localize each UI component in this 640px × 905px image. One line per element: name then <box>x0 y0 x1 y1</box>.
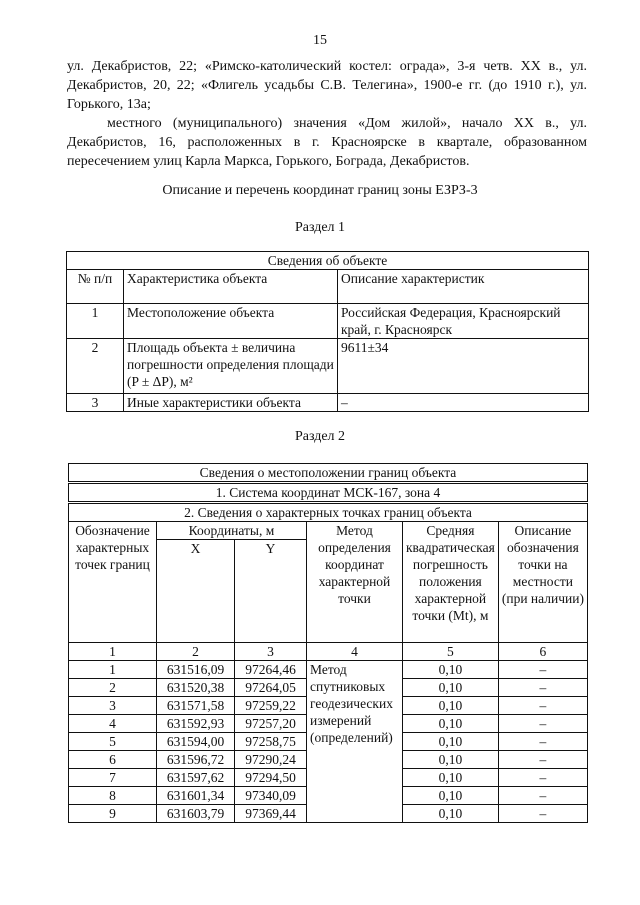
point-number: 3 <box>69 697 157 715</box>
boundary-points-table <box>68 463 588 823</box>
paragraph-2-text: местного (муниципального) значения «Дом жилой», начало XX в., ул. Декабристов, 16, расположенных в г. Красноярске в квартале, образованном пересечением улиц Карла Маркса, Горького, Бограда, Декабристов. <box>67 116 587 169</box>
coord-y: 97294,50 <box>235 769 307 787</box>
table1-row-name: Местоположение объекта <box>124 304 338 339</box>
table1-row-value: Российская Федерация, Красноярский край, г. Красноярск <box>338 304 589 339</box>
coord-x: 631603,79 <box>157 805 235 823</box>
coord-y: 97290,24 <box>235 751 307 769</box>
coord-x: 631594,00 <box>157 733 235 751</box>
coord-y: 97264,05 <box>235 679 307 697</box>
coord-y: 97257,20 <box>235 715 307 733</box>
table1-header-num: № п/п <box>67 270 124 304</box>
error-value: 0,10 <box>403 715 499 733</box>
coord-x: 631601,34 <box>157 787 235 805</box>
coord-x: 631571,58 <box>157 697 235 715</box>
point-description: – <box>498 787 587 805</box>
point-number: 5 <box>69 733 157 751</box>
table2-col-number: 1 <box>69 643 157 661</box>
point-description: – <box>498 769 587 787</box>
error-value: 0,10 <box>403 679 499 697</box>
point-description: – <box>498 697 587 715</box>
coord-y: 97258,75 <box>235 733 307 751</box>
point-number: 4 <box>69 715 157 733</box>
table2-points-subtitle: 2. Сведения о характерных точках границ объекта <box>69 503 588 522</box>
point-number: 2 <box>69 679 157 697</box>
error-value: 0,10 <box>403 769 499 787</box>
table2-col-number: 3 <box>235 643 307 661</box>
table1-header-description: Описание характеристик <box>338 270 589 304</box>
table2-header-y: Y <box>235 540 307 643</box>
table2-header-description: Описание обозначения точки на местности (при наличии) <box>498 522 587 643</box>
table2-title: Сведения о местоположении границ объекта <box>69 464 588 483</box>
point-description: – <box>498 805 587 823</box>
table1-row-num: 3 <box>67 394 124 412</box>
table2-coordinate-system: 1. Система координат МСК-167, зона 4 <box>69 483 588 503</box>
paragraph-2 <box>67 114 587 171</box>
point-description: – <box>498 733 587 751</box>
method-value: Метод спутниковых геодезических измерений (определений) <box>307 661 403 823</box>
coord-x: 631592,93 <box>157 715 235 733</box>
table1-row-value: – <box>338 394 589 412</box>
coord-x: 631597,62 <box>157 769 235 787</box>
table-row <box>69 661 588 679</box>
table1-row-name: Иные характеристики объекта <box>124 394 338 412</box>
table2-header-coordinates: Координаты, м <box>157 522 307 540</box>
table2-col-number: 2 <box>157 643 235 661</box>
point-number: 7 <box>69 769 157 787</box>
coord-y: 97264,46 <box>235 661 307 679</box>
error-value: 0,10 <box>403 805 499 823</box>
point-number: 8 <box>69 787 157 805</box>
coord-x: 631596,72 <box>157 751 235 769</box>
error-value: 0,10 <box>403 733 499 751</box>
error-value: 0,10 <box>403 787 499 805</box>
coord-x: 631520,38 <box>157 679 235 697</box>
point-description: – <box>498 715 587 733</box>
coord-y: 97340,09 <box>235 787 307 805</box>
page-number: 15 <box>313 33 327 48</box>
table1-header-characteristic: Характеристика объекта <box>124 270 338 304</box>
table1-row-name: Площадь объекта ± величина погрешности определения площади (P ± ΔP), м² <box>124 339 338 394</box>
section-2-label: Раздел 2 <box>294 429 346 444</box>
point-description: – <box>498 661 587 679</box>
table2-header-x: X <box>157 540 235 643</box>
table1-row-num: 2 <box>67 339 124 394</box>
paragraph-1: ул. Декабристов, 22; «Римско-католический костел: ограда», 3-я четв. XX в., ул. Декабристов, 20, 22; «Флигель усадьбы С.В. Телегина», 1900-е гг. (до 1910 г.), ул. Горького, 13а; <box>67 59 587 112</box>
point-number: 6 <box>69 751 157 769</box>
section-1-label: Раздел 1 <box>294 220 346 235</box>
point-number: 1 <box>69 661 157 679</box>
error-value: 0,10 <box>403 751 499 769</box>
table1-row-num: 1 <box>67 304 124 339</box>
point-number: 9 <box>69 805 157 823</box>
table2-col-number: 5 <box>403 643 499 661</box>
error-value: 0,10 <box>403 697 499 715</box>
error-value: 0,10 <box>403 661 499 679</box>
table2-col-number: 6 <box>498 643 587 661</box>
section-title: Описание и перечень координат границ зоны ЕЗРЗ-3 <box>162 183 478 198</box>
table1-title: Сведения об объекте <box>67 252 589 270</box>
coord-y: 97369,44 <box>235 805 307 823</box>
table1-row-value: 9611±34 <box>338 339 589 394</box>
table2-header-point: Обозначение характерных точек границ <box>69 522 157 643</box>
table2-col-number: 4 <box>307 643 403 661</box>
table2-header-method: Метод определения координат характерной точки <box>307 522 403 643</box>
point-description: – <box>498 679 587 697</box>
object-info-table <box>66 251 589 412</box>
table2-header-error: Средняя квадратическая погрешность положения характерной точки (Mt), м <box>403 522 499 643</box>
coord-y: 97259,22 <box>235 697 307 715</box>
point-description: – <box>498 751 587 769</box>
coord-x: 631516,09 <box>157 661 235 679</box>
